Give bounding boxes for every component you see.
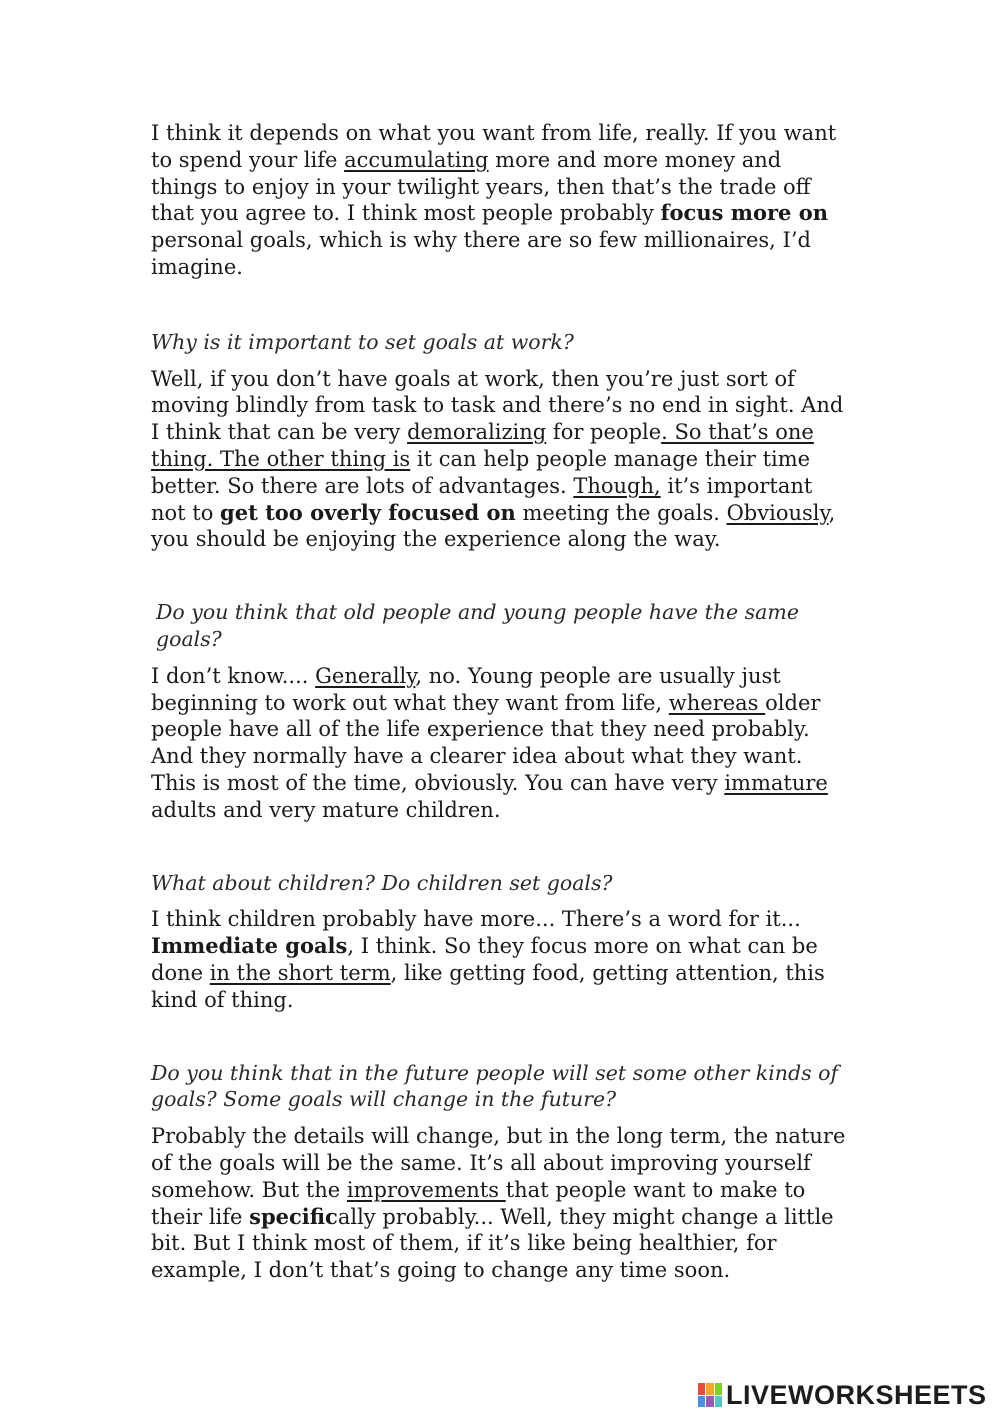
logo-tile — [715, 1396, 722, 1408]
bold-phrase: Immediate goals — [151, 933, 348, 959]
text-run: personal goals, which is why there are so few millionaires, I’d imagine. — [151, 228, 811, 279]
text-run: that people want to make to their life — [151, 1177, 806, 1229]
text-run: I think children probably have more... There’s a word for it... — [151, 907, 801, 932]
answer-paragraph-1 — [151, 120, 851, 281]
bold-phrase: get too overly focused on — [220, 499, 516, 525]
question-4: What about children? Do children set goals? — [151, 870, 613, 895]
underlined-word: improvements — [346, 1177, 506, 1202]
logo-text: LIVEWORKSHEETS — [726, 1380, 987, 1410]
text-run: adults and very mature children. — [151, 797, 501, 822]
underlined-word: Obviously — [726, 500, 829, 525]
underlined-word: accumulating — [344, 147, 489, 172]
logo-tile — [706, 1396, 713, 1408]
text-run: ally probably... Well, they might change a little bit. But I think most of them, if it’s like being healthier, for example, I don’t that’s going to change any time soon. — [151, 1204, 834, 1283]
text-run: , you should be enjoying the experience along the way. — [151, 500, 836, 552]
text-run: Well, if you don’t have goals at work, then you’re just sort of moving blindly from task to task and there’s no end in sight. And I think that can be very — [151, 366, 844, 445]
logo-tile — [715, 1383, 722, 1395]
question-2: Why is it important to set goals at work? — [151, 329, 574, 354]
answer-paragraph-4 — [151, 906, 851, 1013]
logo-tile — [698, 1383, 705, 1395]
underlined-word: Though, — [573, 473, 661, 498]
text-run: , I think. So they focus more on what can be done — [151, 934, 818, 985]
question-3: Do you think that old people and young people have the same goals? — [156, 600, 799, 651]
underlined-word: demoralizing — [407, 420, 547, 445]
underlined-phrase: in the short term — [209, 960, 391, 985]
text-run: older people have all of the life experience that they need probably. And they normally have a clearer idea about what they want. This is most of the time, obviously. You can have very — [151, 690, 821, 795]
text-run: , no. Young people are usually just beginning to work out what they want from life, — [151, 663, 781, 715]
answer-paragraph-3 — [151, 663, 851, 824]
answer-paragraph-5 — [151, 1123, 851, 1284]
logo-tile — [698, 1396, 705, 1408]
question-5: Do you think that in the future people will set some other kinds of goals? Some goals will change in the future? — [151, 1060, 839, 1112]
bold-phrase: focus more on — [660, 200, 828, 226]
underlined-word: immature — [724, 770, 828, 795]
logo-tile — [706, 1383, 713, 1395]
text-run: meeting the goals. — [515, 500, 727, 525]
underlined-word: Generally — [315, 663, 416, 688]
underlined-phrase: . So that’s one thing. The other thing is — [151, 420, 814, 471]
bold-phrase: specific — [249, 1203, 338, 1229]
underlined-word: whereas — [668, 690, 766, 715]
text-run: Probably the details will change, but in the long term, the nature of the goals will be the same. It’s all about improving yourself somehow. But the — [151, 1124, 846, 1202]
text-run: more and more money and things to enjoy in your twilight years, then that’s the trade off that you agree to. I think most people probably — [151, 147, 811, 226]
text-run: I don’t know.... — [151, 663, 316, 688]
worksheet-page — [151, 120, 851, 1284]
text-run: , like getting food, getting attention, this kind of thing. — [151, 960, 825, 1012]
text-run: it can help people manage their time better. So there are lots of advantages. — [151, 446, 811, 498]
text-run: I think it depends on what you want from life, really. If you want to spend your life — [151, 121, 837, 172]
answer-paragraph-2 — [151, 366, 851, 554]
text-run: for people — [546, 420, 662, 445]
liveworksheets-logo[interactable] — [698, 1380, 987, 1410]
text-run: it’s important not to — [151, 473, 813, 525]
liveworksheets-logo-icon — [698, 1383, 722, 1407]
